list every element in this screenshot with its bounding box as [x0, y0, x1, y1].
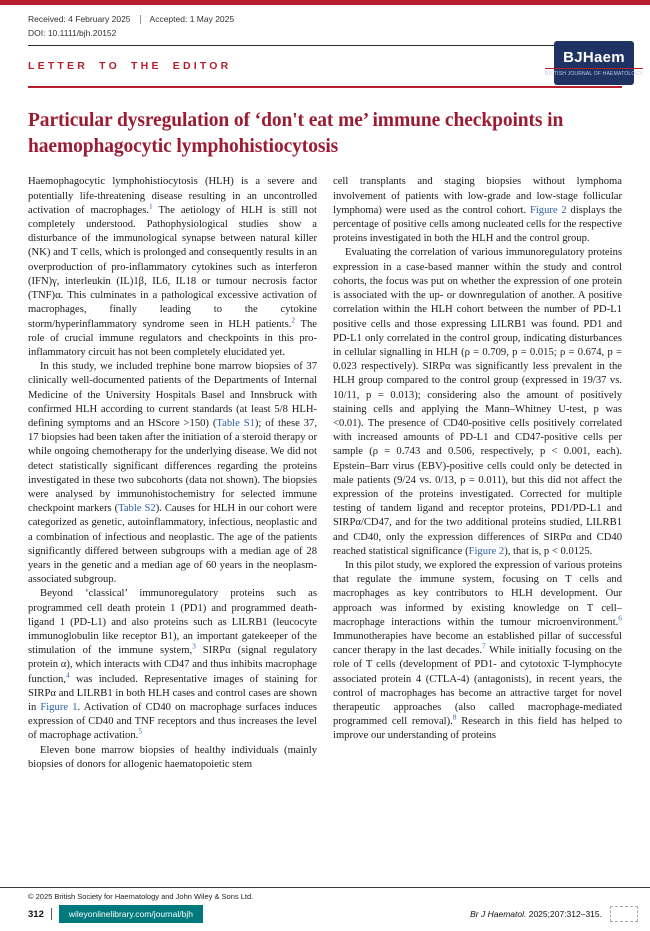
paragraph: In this pilot study, we explored the expression of various proteins that regulate the immune system, focusing on T cells and macrophages as key contributors to HLH development. Our approach was informed by existing knowledge on T cell–macrophage interactions within the tumour microenvironment.$^6$ Immunotherapies have become an established pillar of successful cancer therapy in the last decades.$^7$ While initially focusing on the role of T cells (development of PD1- and cytotoxic T-lymphocyte associated protein 4 (CTLA-4) (antagonists), in recent years, the control of macrophages has become an attractive target for novel therapeutic approaches (also called macrophage-mediated programmed cell removal).$^8$ Research in this field has helped to improve our understanding of proteins	[333, 559, 622, 742]
accepted-date: Accepted: 1 May 2025	[149, 14, 235, 24]
citation-ref[interactable]: 8	[452, 712, 457, 722]
footer-rule	[0, 887, 650, 888]
page-number: 312	[28, 908, 44, 920]
journal-logo-text: BJHaem	[563, 48, 625, 66]
citation-ref[interactable]: 6	[618, 613, 622, 623]
copyright-text: © 2025 British Society for Haematology and John Wiley & Sons Ltd.	[28, 892, 254, 901]
citation-ref[interactable]: 7	[482, 641, 486, 651]
paragraph: In this study, we included trephine bone marrow biopsies of 37 clinically well-documented patients of the Departments of Internal Medicine of the University Hospitals Basel and Innsbruck with confirmed HLH according to current standards (at least 5/8 HLH-defining symptoms and an HScore >150) (Table S1); of these 37, 17 biopsies had been taken after the initiation of a steroid therapy or while ongoing chemotherapy for the underlying disease. We did not detect statistically significant differences regarding the proteins investigated in these two subcohorts (data not shown). The biopsies were analysed by immunohistochemistry for selected immune checkpoint markers (Table S2). Causes for HLH in our cohort were categorized as genetic, autoinflammatory, infectious, neoplastic and a combination of infectious and neoplastic. The age of the patients significantly differed between subgroups with a median age of 28 years in the genetic and a median age of 60 years in the neoplasm-associated subgroup.	[28, 361, 317, 586]
doi-text: DOI: 10.1111/bjh.20152	[28, 28, 117, 38]
journal-url-link[interactable]: wileyonlinelibrary.com/journal/bjh	[59, 905, 203, 923]
right-column	[333, 175, 622, 851]
citation	[470, 909, 602, 919]
footer-bar	[0, 905, 650, 923]
citation-ref[interactable]: 4	[65, 670, 70, 680]
paragraph: Beyond ‘classical’ immunoregulatory proteins such as programmed cell death protein 1 (PD1) and programmed death-ligand 1 (PD-L1) and also proteins such as LILRB1 (leucocyte immunoglobulin like receptor B1), an important gatekeeper of the stimulation of the immune system,$^3$ SIRPα (signal regulatory protein α), which interacts with CD47 and thus inhibits macrophage function,$^4$ was included. Representative images of staining for SIRPα and LILRB1 in both HLH cases and control cases are shown in Figure 1. Activation of CD40 on macrophage surfaces induces expression of CD40 and TNF receptors and thus increases the level of macrophage activation.$^5$	[28, 588, 318, 742]
received-date: Received: 4 February 2025	[28, 14, 131, 24]
paragraph: Haemophagocytic lymphohistiocytosis (HLH) is a severe and potentially life-threatening disease resulting in an uncontrolled activation of macrophages.$^1$ The aetiology of HLH is still not completely understood. Pathophysiological studies show a disturbance of the immunological synapse between natural killer (NK) and T cells, which is prolonged and consequently results in an overproduction of pro-inflammatory cytokines such as interferon (IFN)γ, interleukin (IL)1β, IL6, IL18 or tumour necrosis factor (TNF)α. This culminates in a pathological excessive activation of macrophages, finally leading to the cytokine storm/hyperinflammatory syndrome seen in HLH patients.$^2$ The role of crucial immune regulators and checkpoints in this pro-inflammatory circuit has not been completely elucidated yet.	[28, 176, 317, 358]
citation-journal-name: Br J Haematol.	[470, 909, 527, 919]
paragraph: Eleven bone marrow biopsies of healthy individuals (mainly biopsies of donors for allogenic haematopoietic stem	[28, 744, 317, 770]
citation-detail: 2025;207:312–315.	[526, 909, 602, 919]
inline-link[interactable]: Table S2	[118, 503, 156, 515]
section-heading: LETTER TO THE EDITOR	[28, 60, 232, 72]
page-footer	[0, 887, 650, 923]
check-updates-badge[interactable]	[610, 906, 638, 922]
journal-logo	[544, 41, 644, 85]
inline-link[interactable]: Table S1	[216, 417, 255, 429]
inline-link[interactable]: Figure 1	[40, 701, 78, 713]
citation-ref[interactable]: 2	[291, 314, 296, 324]
citation-ref[interactable]: 1	[149, 201, 153, 211]
article-meta	[28, 14, 622, 24]
inline-link[interactable]: Figure 2	[468, 545, 505, 557]
citation-ref[interactable]: 5	[138, 726, 143, 736]
top-accent-bar	[0, 0, 650, 5]
footer-divider	[51, 908, 52, 920]
article-body	[28, 175, 622, 851]
article-title: Particular dysregulation of ‘don't eat me’ immune checkpoints in haemophagocytic lymphohistiocytosis	[28, 110, 564, 157]
citation-ref[interactable]: 3	[192, 641, 196, 651]
left-column	[28, 175, 317, 851]
meta-divider	[140, 15, 141, 24]
inline-link[interactable]: Figure 2	[529, 204, 567, 216]
paragraph: Evaluating the correlation of various immunoregulatory proteins expression in a case-based manner within the study and control cohorts, the focus was put on whether the expression of one protein is associated with the up- or downregulation of another. A positive correlation within the HLH cohort between the number of PD-L1 positive cells and those expressing LILRB1 was found. PD1 and PD-L1 only correlated in the control group, indicating disturbances in cellular signalling in HLH (ρ = 0.709, p = 0.015; ρ = 0.674, p = 0.023 respectively). SIRPα was significantly less prevalent in the HLH group compared to the control group (expressed in 19/37 vs. 10/11, p = 0.013); considering also the amount of positively staining cells and applying the Mann–Whitney U-test, p was <0.01). The presence of CD40-positive cells positively correlated with increased amounts of PD-L1 and CD47-positive cells per sample (ρ = 0.743 and 0.506, respectively, p < 0.001, each). Epstein–Barr virus (EBV)-positive cells could only be detected in male patients (9/24 vs. 0/13, p = 0.011), but this did not affect the expression of the proteins investigated. Corrected for multiple testing of tandem ligand and receptor proteins, PD1/PD-L1 and SIRPα/CD47, and for the two additional proteins studied, LILRB1 and CD40, only the expression differences of SIRPα and CD40 reached statistical significance (Figure 2), that is, p < 0.0125.	[333, 247, 622, 557]
article-header	[28, 45, 644, 88]
journal-logo-subtitle: BRITISH JOURNAL OF HAEMATOLOGY	[545, 68, 643, 77]
paragraph: cell transplants and staging biopsies without lymphoma involvement of patients with low-grade and low-stage follicular lymphoma) were used as the control cohort. Figure 2 displays the percentage of positive cells among nucleated cells for the respective proteins investigated in both the HLH and the control group.	[333, 176, 622, 245]
